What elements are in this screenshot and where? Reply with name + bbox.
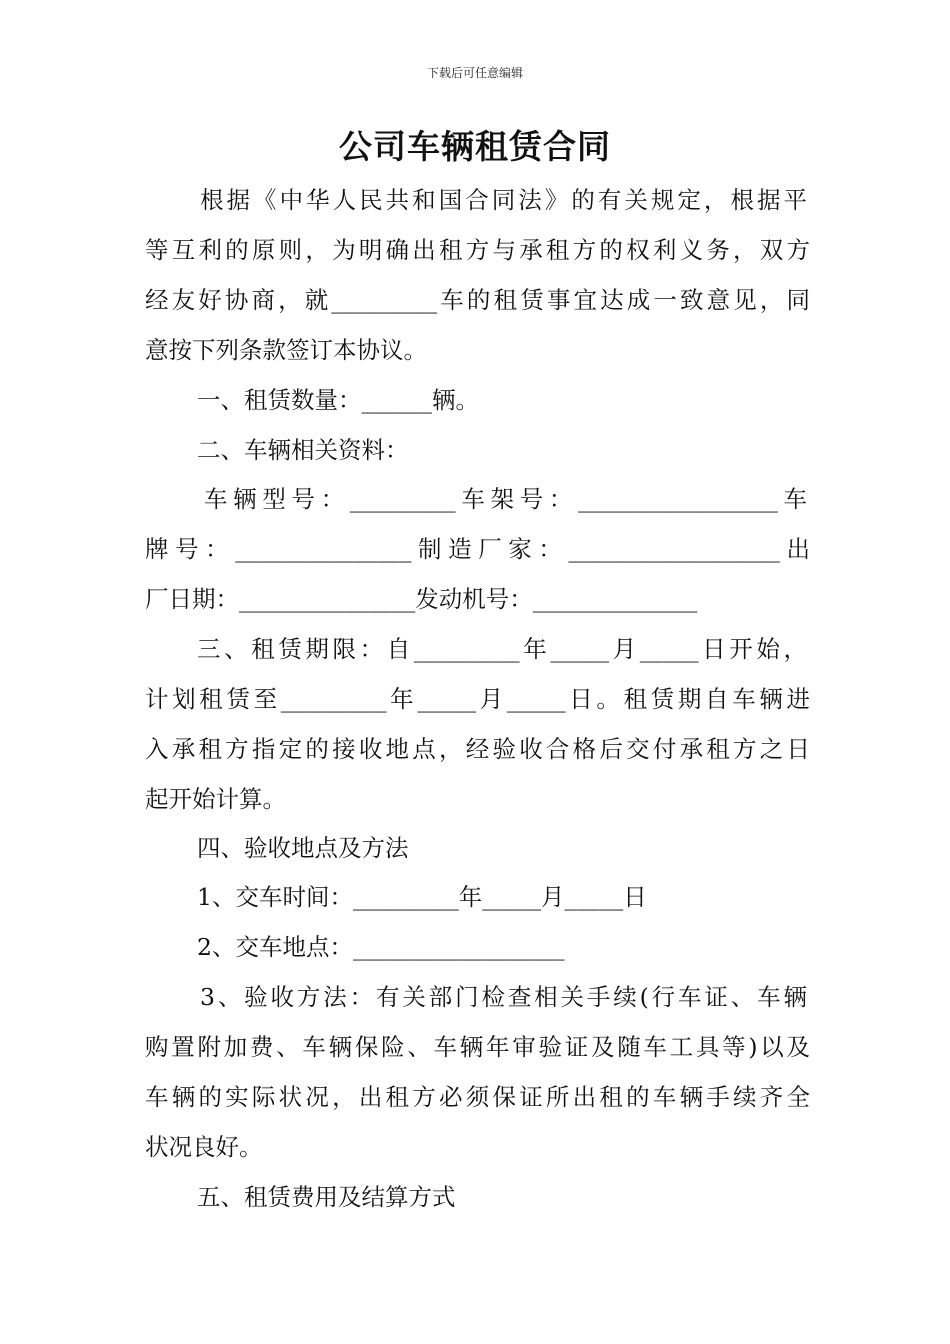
clause-3-term-line-3: 入承租方指定的接收地点，经验收合格后交付承租方之日 — [145, 735, 810, 763]
clause-3-term-line-2: 计划租赁至_________年_____月_____日。租赁期自车辆进 — [145, 685, 810, 713]
clause-4-item-3-line-1: 3、验收方法：有关部门检查相关手续(行车证、车辆 — [200, 983, 807, 1011]
vehicle-info-line-3: 厂日期：_______________发动机号：______________ — [145, 585, 698, 613]
clause-4-item-2: 2、交车地点：__________________ — [197, 933, 565, 961]
document-title: 公司车辆租赁合同 — [339, 127, 611, 166]
clause-1-quantity: 一、租赁数量：______辆。 — [197, 386, 479, 414]
clause-2-heading: 二、车辆相关资料： — [197, 436, 409, 464]
page-header-note: 下载后可任意编辑 — [426, 66, 523, 80]
body-line-4: 意按下列条款签订本协议。 — [145, 336, 427, 364]
clause-4-item-3-line-3: 车辆的实际状况，出租方必须保证所出租的车辆手续齐全 — [145, 1083, 810, 1111]
clause-3-term-line-4: 起开始计算。 — [145, 785, 286, 813]
clause-4-item-1: 1、交车时间：_________年_____月_____日 — [197, 883, 647, 911]
clause-4-item-3-line-4: 状况良好。 — [145, 1133, 263, 1161]
clause-3-term-line-1: 三、租赁期限：自_________年_____月_____日开始， — [197, 635, 807, 663]
body-line-1: 根据《中华人民共和国合同法》的有关规定，根据平 — [200, 186, 807, 214]
clause-4-item-3-line-2: 购置附加费、车辆保险、车辆年审验证及随车工具等)以及 — [145, 1033, 810, 1061]
clause-4-heading: 四、验收地点及方法 — [197, 834, 409, 862]
clause-5-heading: 五、租赁费用及结算方式 — [197, 1183, 456, 1211]
vehicle-info-line-2: 牌号：_______________制造厂家：__________________出 — [145, 535, 810, 563]
body-line-3: 经友好协商，就_________车的租赁事宜达成一致意见，同 — [145, 286, 810, 314]
vehicle-info-line-1: 车辆型号：_________车架号：_________________车 — [204, 485, 807, 513]
body-line-2: 等互利的原则，为明确出租方与承租方的权利义务，双方 — [145, 236, 810, 264]
